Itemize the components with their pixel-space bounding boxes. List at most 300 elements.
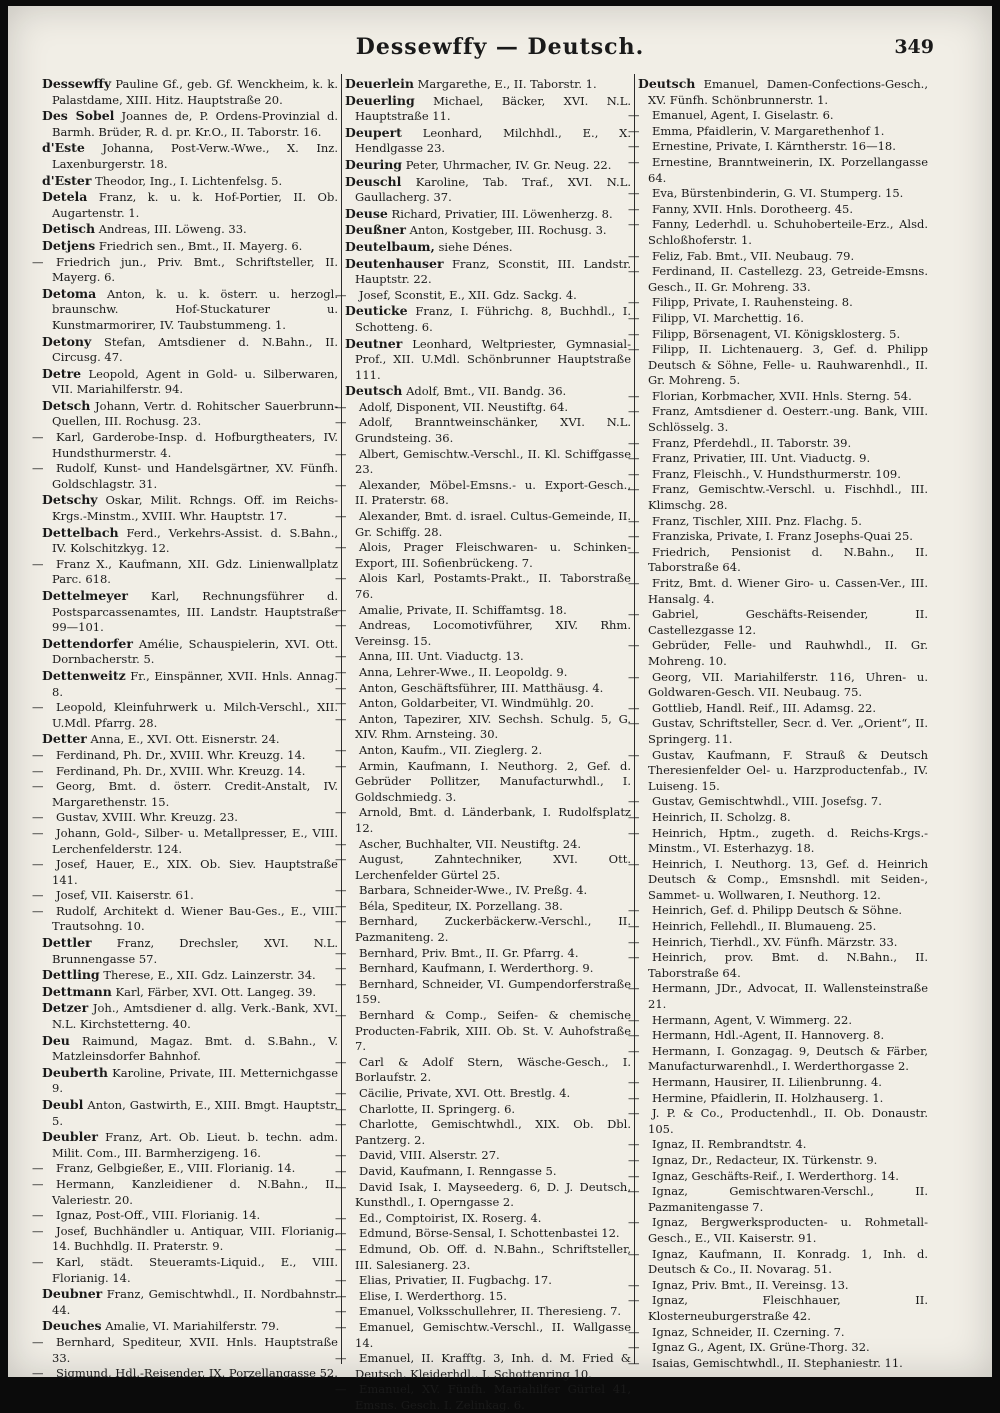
entry-details: Adolf, Disponent, VII. Neustiftg. 64. bbox=[359, 399, 569, 414]
directory-entry bbox=[628, 482, 928, 513]
entry-details: Ignaz, II. Rembrandtstr. 4. bbox=[652, 1137, 807, 1152]
directory-entry bbox=[335, 1288, 631, 1305]
repeat-dash: — bbox=[335, 1319, 347, 1334]
entry-details: Fritz, Bmt. d. Wiener Giro- u. Cassen-Ver., III. Hansalg. 4. bbox=[648, 576, 928, 606]
entry-details: Theodor, Ing., I. Lichtenfelsg. 5. bbox=[95, 173, 283, 188]
directory-entry bbox=[42, 173, 338, 190]
entry-details: Margarethe, E., II. Taborstr. 1. bbox=[417, 77, 597, 91]
entry-details: Adolf, Branntweinschänker, XVI. N.L. Grundsteing. 36. bbox=[355, 415, 631, 446]
directory-entry bbox=[335, 1319, 631, 1351]
entry-details: Armin, Kaufmann, I. Neuthorg. 2, Gef. d. Gebrüder Pollitzer, Manufacturwhdl., I. Goldschmiedg. 3. bbox=[355, 758, 631, 804]
repeat-dash: — bbox=[628, 513, 640, 528]
directory-entry bbox=[335, 898, 631, 915]
entry-details: siehe Dénes. bbox=[438, 239, 513, 254]
entry-details: Friedrich jun., Priv. Bmt., Schriftsteller, II. Mayerg. 6. bbox=[52, 254, 338, 285]
repeat-dash: — bbox=[32, 1208, 44, 1223]
directory-entry bbox=[42, 366, 338, 398]
directory-entry bbox=[42, 108, 338, 140]
entry-details: Cäcilie, Private, XVI. Ott. Brestlg. 4. bbox=[359, 1086, 571, 1100]
directory-entry bbox=[335, 914, 631, 945]
entry-details: Josef, Sconstit, E., XII. Gdz. Sackg. 4. bbox=[359, 287, 577, 302]
entry-details: Ignaz, Geschäfts-Reif., I. Werderthorg. 14. bbox=[652, 1168, 899, 1183]
entry-details: Alexander, Bmt. d. israel. Cultus-Gemeinde, II. Gr. Schiffg. 28. bbox=[355, 509, 631, 539]
directory-entry bbox=[42, 731, 338, 748]
entry-surname: Dessewffy bbox=[42, 76, 112, 91]
entry-surname: Deuches bbox=[42, 1318, 102, 1334]
repeat-dash: — bbox=[628, 404, 640, 419]
repeat-dash: — bbox=[628, 264, 640, 279]
repeat-dash: — bbox=[628, 576, 640, 590]
directory-entry bbox=[42, 1000, 338, 1032]
entry-details: Gebrüder, Felle- und Rauhwhdl., II. Gr. Mohreng. 10. bbox=[648, 638, 928, 668]
directory-entry bbox=[345, 125, 631, 157]
directory-entry bbox=[628, 1012, 928, 1029]
directory-entry bbox=[628, 1293, 928, 1324]
repeat-dash: — bbox=[335, 1226, 347, 1241]
directory-entry bbox=[335, 1226, 631, 1242]
entry-details: Karl, Garderobe-Insp. d. Hofburgtheaters, IV. Hundsthurmerstr. 4. bbox=[52, 430, 338, 460]
directory-entry bbox=[628, 310, 928, 327]
entry-surname: Deubler bbox=[42, 1129, 98, 1145]
directory-entry bbox=[42, 1286, 338, 1318]
repeat-dash: — bbox=[628, 856, 640, 871]
entry-details: Anton, Gastwirth, E., XIII. Bmgt. Hauptstr. 5. bbox=[52, 1098, 338, 1128]
directory-entry bbox=[628, 388, 928, 405]
entry-surname: Deutsch bbox=[638, 76, 696, 91]
entry-surname: Deutenhauser bbox=[345, 255, 444, 271]
directory-entry bbox=[42, 492, 338, 524]
directory-entry bbox=[335, 1241, 631, 1273]
directory-entry bbox=[628, 451, 928, 467]
entry-details: Johann, Gold-, Silber- u. Metallpresser, E., VIII. Lerchenfelderstr. 124. bbox=[52, 825, 338, 856]
directory-entry bbox=[335, 1210, 631, 1227]
entry-details: Ferd., Verkehrs-Assist. d. S.Bahn., IV. Kolschitzkyg. 12. bbox=[52, 525, 338, 556]
repeat-dash: — bbox=[628, 1168, 640, 1183]
repeat-dash: — bbox=[335, 961, 347, 976]
directory-entry bbox=[345, 93, 631, 125]
entry-details: Ignaz, Schneider, II. Czerning. 7. bbox=[652, 1324, 845, 1339]
entry-details: Heinrich, Gef. d. Philipp Deutsch & Söhne. bbox=[652, 903, 903, 918]
entry-details: Ed., Comptoirist, IX. Roserg. 4. bbox=[359, 1210, 542, 1225]
directory-entry bbox=[628, 1277, 928, 1294]
entry-details: Rudolf, Kunst- und Handelsgärtner, XV. Fünfh. Goldschlagstr. 31. bbox=[52, 461, 338, 491]
directory-entry bbox=[335, 602, 631, 619]
repeat-dash: — bbox=[32, 1161, 44, 1176]
directory-entry bbox=[335, 852, 631, 883]
directory-entry bbox=[628, 934, 928, 951]
entry-details: Albert, Gemischtw.-Verschl., II. Kl. Schiffgasse 23. bbox=[355, 446, 631, 477]
directory-entry bbox=[345, 222, 631, 239]
entry-details: Peter, Uhrmacher, IV. Gr. Neug. 22. bbox=[405, 157, 612, 172]
directory-entry bbox=[628, 1355, 928, 1372]
directory-entry bbox=[32, 810, 338, 826]
entry-details: Anton, Kaufm., VII. Zieglerg. 2. bbox=[359, 742, 543, 757]
entry-details: Richard, Privatier, III. Löwenherzg. 8. bbox=[391, 206, 613, 221]
entry-details: Emma, Pfaidlerin, V. Margarethenhof 1. bbox=[652, 123, 885, 138]
directory-entry bbox=[42, 588, 338, 636]
directory-entry bbox=[628, 1168, 928, 1185]
entry-details: Karl, Färber, XVI. Ott. Langeg. 39. bbox=[115, 984, 317, 999]
directory-entry bbox=[628, 342, 928, 389]
repeat-dash: — bbox=[628, 934, 640, 949]
repeat-dash: — bbox=[335, 399, 347, 414]
repeat-dash: — bbox=[628, 326, 640, 341]
entry-surname: Detter bbox=[42, 731, 87, 747]
repeat-dash: — bbox=[335, 509, 347, 524]
entry-details: Ferdinand, Ph. Dr., XVIII. Whr. Kreuzg. 14. bbox=[56, 763, 306, 778]
directory-entry bbox=[345, 239, 631, 256]
directory-entry bbox=[335, 883, 631, 899]
repeat-dash: — bbox=[628, 903, 640, 918]
directory-entry bbox=[628, 264, 928, 295]
directory-entry bbox=[335, 836, 631, 853]
directory-entry bbox=[335, 649, 631, 665]
repeat-dash: — bbox=[335, 742, 347, 757]
entry-details: Gustav, Kaufmann, F. Strauß & Deutsch Theresienfelder Oel- u. Harzproductenfab., IV. Luiseng. 15. bbox=[648, 747, 928, 793]
repeat-dash: — bbox=[32, 430, 44, 445]
repeat-dash: — bbox=[628, 342, 640, 357]
entry-surname: d'Este bbox=[42, 140, 85, 156]
directory-entry bbox=[32, 825, 338, 857]
repeat-dash: — bbox=[628, 139, 640, 154]
repeat-dash: — bbox=[335, 696, 347, 711]
directory-entry bbox=[335, 1351, 631, 1382]
entry-details: Béla, Spediteur, IX. Porzellang. 38. bbox=[359, 898, 563, 913]
entry-surname: Deuerling bbox=[345, 92, 415, 108]
entry-details: Anna, III. Unt. Viaductg. 13. bbox=[359, 649, 524, 664]
entry-details: Ferdinand, II. Castellezg. 23, Getreide-Emsns. Gesch., II. Gr. Mohreng. 33. bbox=[648, 264, 928, 294]
repeat-dash: — bbox=[32, 903, 44, 918]
directory-entry bbox=[42, 1033, 338, 1065]
entry-surname: Deu bbox=[42, 1032, 70, 1048]
directory-entry bbox=[628, 638, 928, 669]
repeat-dash: — bbox=[628, 919, 640, 934]
entry-details: Edmund, Ob. Off. d. N.Bahn., Schriftsteller, III. Salesianerg. 23. bbox=[355, 1241, 631, 1272]
directory-entry bbox=[335, 1148, 631, 1164]
entry-details: Heinrich, prov. Bmt. d. N.Bahn., II. Taborstraße 64. bbox=[648, 950, 928, 980]
entry-details: Andreas, III. Löweng. 33. bbox=[98, 222, 247, 237]
repeat-dash: — bbox=[628, 1293, 640, 1308]
directory-entry bbox=[335, 945, 631, 962]
entry-surname: d'Ester bbox=[42, 172, 92, 188]
entry-details: Franz, Gemischtwhdl., II. Nordbahnstr. 44. bbox=[52, 1287, 339, 1317]
entry-details: Hermann, Hausirer, II. Lilienbrunng. 4. bbox=[652, 1075, 882, 1089]
entry-surname: Deuerlein bbox=[345, 76, 414, 91]
directory-entry bbox=[628, 466, 928, 483]
directory-entry bbox=[42, 140, 338, 172]
entry-details: August, Zahntechniker, XVI. Ott. Lerchenfelder Gürtel 25. bbox=[355, 852, 631, 882]
repeat-dash: — bbox=[32, 1334, 44, 1349]
entry-details: Ignaz G., Agent, IX. Grüne-Thorg. 32. bbox=[652, 1340, 870, 1355]
repeat-dash: — bbox=[32, 779, 44, 794]
repeat-dash: — bbox=[335, 618, 347, 633]
directory-entry bbox=[345, 174, 631, 206]
entry-details: Filipp, Private, I. Rauhensteing. 8. bbox=[652, 295, 853, 310]
repeat-dash: — bbox=[32, 1223, 44, 1238]
repeat-dash: — bbox=[628, 1215, 640, 1230]
entry-details: Anton, Geschäftsführer, III. Matthäusg. 4. bbox=[359, 680, 604, 695]
directory-entry bbox=[628, 825, 928, 857]
directory-entry bbox=[628, 123, 928, 140]
repeat-dash: — bbox=[628, 451, 640, 466]
repeat-dash: — bbox=[628, 1028, 640, 1043]
repeat-dash: — bbox=[335, 571, 347, 586]
directory-entry bbox=[335, 1382, 631, 1413]
repeat-dash: — bbox=[335, 852, 347, 867]
repeat-dash: — bbox=[335, 1054, 347, 1069]
repeat-dash: — bbox=[628, 1324, 640, 1339]
directory-entry bbox=[628, 716, 928, 747]
repeat-dash: — bbox=[335, 1288, 347, 1303]
repeat-dash: — bbox=[628, 1246, 640, 1261]
entry-details: Franz, I. Führichg. 8, Buchhdl., I. Schotteng. 6. bbox=[355, 304, 632, 334]
entry-surname: Deuticke bbox=[345, 303, 408, 319]
entry-details: Gabriel, Geschäfts-Reisender, II. Castellezgasse 12. bbox=[648, 607, 928, 637]
entry-surname: Deupert bbox=[345, 124, 402, 140]
entry-details: Franz, Tischler, XIII. Pnz. Flachg. 5. bbox=[652, 513, 862, 528]
entry-details: Charlotte, Gemischtwhdl., XIX. Ob. Dbl. Pantzerg. 2. bbox=[355, 1117, 631, 1147]
entry-details: Bernhard, Spediteur, XVII. Hnls. Hauptstraße 33. bbox=[52, 1334, 338, 1365]
entry-surname: Deubner bbox=[42, 1286, 103, 1302]
directory-entry bbox=[638, 76, 928, 108]
entry-details: Pauline Gf., geb. Gf. Wenckheim, k. k. Palastdame, XIII. Hitz. Hauptstraße 20. bbox=[52, 77, 338, 107]
repeat-dash: — bbox=[628, 186, 640, 201]
repeat-dash: — bbox=[335, 1179, 347, 1194]
directory-entry bbox=[345, 157, 631, 174]
repeat-dash: — bbox=[335, 1273, 347, 1288]
entry-details: Franz, Privatier, III. Unt. Viaductg. 9. bbox=[652, 451, 871, 466]
entry-details: Stefan, Amtsdiener d. N.Bahn., II. Circusg. 47. bbox=[52, 334, 339, 365]
repeat-dash: — bbox=[628, 1184, 640, 1199]
entry-surname: Deuschl bbox=[345, 173, 402, 189]
entry-details: Amalie, Private, II. Schiffamtsg. 18. bbox=[359, 602, 567, 617]
directory-entry bbox=[335, 1086, 631, 1102]
directory-entry bbox=[335, 961, 631, 977]
repeat-dash: — bbox=[628, 466, 640, 481]
entry-details: Franziska, Private, I. Franz Josephs-Quai 25. bbox=[652, 529, 913, 544]
entry-surname: Deuberth bbox=[42, 1064, 109, 1080]
directory-entry bbox=[628, 919, 928, 935]
directory-entry bbox=[32, 763, 338, 780]
entry-details: Andreas, Locomotivführer, XIV. Rhm. Vereinsg. 15. bbox=[355, 618, 631, 648]
entry-details: Heinrich, Fellehdl., II. Blumaueng. 25. bbox=[652, 919, 877, 934]
repeat-dash: — bbox=[628, 1340, 640, 1355]
entry-details: Heinrich, Tierhdl., XV. Fünfh. Märzstr. 33. bbox=[652, 934, 898, 949]
entry-details: Ascher, Buchhalter, VII. Neustiftg. 24. bbox=[359, 836, 582, 851]
repeat-dash: — bbox=[335, 477, 347, 492]
entry-details: Franz, Pferdehdl., II. Taborstr. 39. bbox=[652, 435, 852, 450]
entry-surname: Deußner bbox=[345, 222, 407, 238]
repeat-dash: — bbox=[32, 857, 44, 872]
directory-entry bbox=[628, 981, 928, 1012]
repeat-dash: — bbox=[628, 388, 640, 403]
entry-details: Franz, Gelbgießer, E., VIII. Florianig. 14. bbox=[56, 1161, 296, 1176]
directory-entry bbox=[335, 287, 631, 304]
directory-entry bbox=[628, 700, 928, 717]
directory-entry bbox=[42, 334, 338, 366]
directory-entry bbox=[335, 680, 631, 697]
entry-details: Elias, Privatier, II. Fugbachg. 17. bbox=[359, 1273, 552, 1288]
repeat-dash: — bbox=[628, 981, 640, 996]
entry-details: Bernhard, Kaufmann, I. Werderthorg. 9. bbox=[359, 961, 594, 976]
repeat-dash: — bbox=[628, 295, 640, 310]
entry-surname: Dettmann bbox=[42, 983, 112, 999]
repeat-dash: — bbox=[628, 529, 640, 544]
directory-entry bbox=[335, 1273, 631, 1289]
entry-details: Fanny, XVII. Hnls. Dorotheerg. 45. bbox=[652, 201, 854, 216]
entry-details: Anna, E., XVI. Ott. Eisnerstr. 24. bbox=[90, 732, 280, 747]
entry-details: Emanuel, II. Krafftg. 3, Inh. d. M. Fried & Deutsch, Kleiderhdl., I. Schottenring 10. bbox=[355, 1351, 631, 1381]
entry-details: David, Kaufmann, I. Renngasse 5. bbox=[359, 1163, 557, 1178]
entry-details: Karoline, Private, III. Metternichgasse 9. bbox=[52, 1065, 339, 1096]
directory-entry bbox=[345, 336, 631, 384]
entry-surname: Detela bbox=[42, 189, 88, 205]
repeat-dash: — bbox=[628, 1106, 640, 1121]
entry-surname: Deutsch bbox=[345, 383, 403, 399]
entry-details: Franz, Sconstit, III. Landstr. Hauptstr. 22. bbox=[355, 256, 631, 287]
repeat-dash: — bbox=[628, 310, 640, 325]
directory-entry bbox=[335, 742, 631, 759]
directory-entry bbox=[628, 809, 928, 826]
entry-details: Ignaz, Kaufmann, II. Konradg. 1, Inh. d. Deutsch & Co., II. Novarag. 51. bbox=[648, 1246, 928, 1277]
directory-entry bbox=[32, 779, 338, 810]
directory-entry bbox=[42, 636, 338, 668]
entry-details: Josef, Buchhändler u. Antiquar, VIII. Florianig. 14. Buchhdlg. II. Praterstr. 9. bbox=[52, 1223, 338, 1254]
entry-details: Friedrich, Pensionist d. N.Bahn., II. Taborstraße 64. bbox=[648, 544, 928, 575]
entry-details: Bernhard & Comp., Seifen- & chemische Producten-Fabrik, XIII. Ob. St. V. Auhofstraße 7. bbox=[355, 1008, 631, 1054]
repeat-dash: — bbox=[335, 1382, 347, 1397]
directory-entry bbox=[42, 668, 338, 700]
entry-details: Edmund, Börse-Sensal, I. Schottenbastei 12. bbox=[359, 1226, 620, 1241]
entry-details: Leopold, Kleinfuhrwerk u. Milch-Verschl., XII. U.Mdl. Pfarrg. 28. bbox=[52, 700, 338, 730]
entry-details: Emanuel, Agent, I. Giselastr. 6. bbox=[652, 108, 834, 123]
repeat-dash: — bbox=[628, 1012, 640, 1027]
repeat-dash: — bbox=[335, 680, 347, 695]
entry-details: Johann, Vertr. d. Rohitscher Sauerbrunn-Quellen, III. Rochusg. 23. bbox=[52, 398, 338, 429]
entry-details: Alois, Prager Fleischwaren- u. Schinken-Export, III. Sofienbrückeng. 7. bbox=[355, 540, 631, 570]
entry-details: Hermann, Kanzleidiener d. N.Bahn., II. Valeriestr. 20. bbox=[52, 1176, 338, 1207]
repeat-dash: — bbox=[335, 805, 347, 820]
entry-details: Gottlieb, Handl. Reif., III. Adamsg. 22. bbox=[652, 700, 877, 715]
repeat-dash: — bbox=[335, 1117, 347, 1132]
repeat-dash: — bbox=[628, 809, 640, 824]
directory-entry bbox=[335, 1008, 631, 1055]
entry-details: Arnold, Bmt. d. Länderbank, I. Rudolfsplatz 12. bbox=[355, 805, 631, 835]
directory-entry bbox=[628, 1090, 928, 1107]
repeat-dash: — bbox=[628, 607, 640, 622]
entry-details: Michael, Bäcker, XVI. N.L. Hauptstraße 11. bbox=[355, 93, 632, 124]
repeat-dash: — bbox=[335, 1304, 347, 1319]
directory-entry bbox=[32, 1176, 338, 1208]
repeat-dash: — bbox=[32, 700, 44, 715]
entry-details: Fanny, Lederhdl. u. Schuhoberteile-Erz., Alsd. Schloßhoferstr. 1. bbox=[648, 217, 928, 247]
directory-entry bbox=[32, 430, 338, 461]
entry-details: Elise, I. Werderthorg. 15. bbox=[359, 1288, 507, 1303]
repeat-dash: — bbox=[335, 883, 347, 898]
directory-entry bbox=[628, 1215, 928, 1246]
entry-details: Joh., Amtsdiener d. allg. Verk.-Bank, XVI. N.L. Kirchstetterng. 40. bbox=[52, 1001, 339, 1032]
repeat-dash: — bbox=[628, 950, 640, 965]
directory-entry bbox=[335, 805, 631, 836]
entry-details: Karoline, Tab. Traf., XVI. N.L. Gaullacherg. 37. bbox=[355, 174, 632, 205]
repeat-dash: — bbox=[628, 1277, 640, 1292]
directory-entry bbox=[628, 248, 928, 265]
entry-details: Georg, Bmt. d. österr. Credit-Anstalt, IV. Margarethenstr. 15. bbox=[52, 779, 338, 809]
entry-details: Josef, Hauer, E., XIX. Ob. Siev. Hauptstraße 141. bbox=[52, 857, 338, 887]
directory-entry bbox=[42, 76, 338, 108]
directory-entry bbox=[42, 398, 338, 430]
entry-details: Franz, Art. Ob. Lieut. b. techn. adm. Milit. Com., III. Barmherzigeng. 16. bbox=[52, 1130, 338, 1160]
entry-details: Ignaz, Fleischhauer, II. Klosterneuburgerstraße 42. bbox=[648, 1293, 928, 1323]
directory-entry bbox=[335, 664, 631, 681]
directory-entry bbox=[32, 888, 338, 904]
entry-surname: Detoma bbox=[42, 285, 97, 301]
directory-entry bbox=[628, 1184, 928, 1215]
entry-details: Joannes de, P. Ordens-Provinzial d. Barmh. Brüder, R. d. pr. Kr.O., II. Taborstr. 16. bbox=[52, 109, 339, 139]
directory-entry bbox=[628, 326, 928, 343]
directory-entry bbox=[335, 477, 631, 509]
repeat-dash: — bbox=[628, 201, 640, 216]
entry-details: Ferdinand, Ph. Dr., XVIII. Whr. Kreuzg. 14. bbox=[56, 747, 306, 762]
directory-entry bbox=[335, 571, 631, 602]
entry-details: Georg, VII. Mariahilferstr. 116, Uhren- u. Goldwaren-Gesch. VII. Neubaug. 75. bbox=[648, 669, 928, 700]
directory-entry bbox=[628, 435, 928, 452]
entry-details: Ernestine, Private, I. Kärntherstr. 16—18. bbox=[652, 139, 896, 154]
directory-entry bbox=[42, 238, 338, 255]
entry-details: Filipp, VI. Marchettig. 16. bbox=[652, 310, 804, 325]
entry-details: Anton, Goldarbeiter, VI. Windmühlg. 20. bbox=[359, 696, 594, 711]
repeat-dash: — bbox=[628, 638, 640, 653]
repeat-dash: — bbox=[335, 1086, 347, 1100]
entry-details: David Isak, I. Mayseederg. 6, D. J. Deutsch, Kunsthdl., I. Operngasse 2. bbox=[355, 1179, 631, 1210]
directory-entry bbox=[335, 415, 631, 446]
directory-entry bbox=[628, 1340, 928, 1356]
repeat-dash: — bbox=[335, 914, 347, 929]
repeat-dash: — bbox=[32, 810, 44, 825]
entry-details: Franz X., Kaufmann, XII. Gdz. Linienwallplatz Parc. 618. bbox=[52, 556, 338, 587]
repeat-dash: — bbox=[628, 1137, 640, 1152]
entry-surname: Detjens bbox=[42, 237, 96, 253]
entry-details: Ernestine, Branntweinerin, IX. Porzellangasse 64. bbox=[648, 154, 928, 185]
repeat-dash: — bbox=[628, 544, 640, 559]
entry-details: Bernhard, Priv. Bmt., II. Gr. Pfarrg. 4. bbox=[359, 945, 579, 960]
directory-entry bbox=[628, 607, 928, 638]
directory-entry bbox=[32, 461, 338, 492]
repeat-dash: — bbox=[335, 976, 347, 991]
directory-entry bbox=[628, 856, 928, 904]
directory-entry bbox=[628, 669, 928, 701]
repeat-dash: — bbox=[335, 446, 347, 461]
repeat-dash: — bbox=[32, 747, 44, 762]
entry-details: Franz, Gemischtw.-Verschl. u. Fischhdl., III. Klimschg. 28. bbox=[648, 482, 928, 513]
repeat-dash: — bbox=[335, 649, 347, 664]
entry-surname: Dettenweitz bbox=[42, 667, 126, 683]
repeat-dash: — bbox=[335, 287, 347, 302]
entry-details: Raimund, Magaz. Bmt. d. S.Bahn., V. Matzleinsdorfer Bahnhof. bbox=[52, 1033, 339, 1064]
directory-entry bbox=[345, 383, 631, 400]
entry-details: Ignaz, Gemischtwaren-Verschl., II. Pazmanitengasse 7. bbox=[648, 1184, 928, 1214]
entry-details: Karl, städt. Steueramts-Liquid., E., VIII. Florianig. 14. bbox=[52, 1254, 338, 1285]
repeat-dash: — bbox=[628, 1075, 640, 1089]
directory-entry bbox=[628, 903, 928, 919]
entry-details: Amalie, VI. Mariahilferstr. 79. bbox=[105, 1319, 280, 1334]
entry-surname: Des Sobel bbox=[42, 108, 115, 124]
entry-details: Isaias, Gemischtwhdl., II. Stephaniestr. 11. bbox=[652, 1355, 903, 1370]
entry-details: Leonhard, Milchhdl., E., X. Hendlgasse 23. bbox=[355, 125, 631, 156]
repeat-dash: — bbox=[335, 415, 347, 430]
directory-entry bbox=[628, 576, 928, 607]
entry-details: Gustav, XVIII. Whr. Kreuzg. 23. bbox=[56, 810, 238, 825]
